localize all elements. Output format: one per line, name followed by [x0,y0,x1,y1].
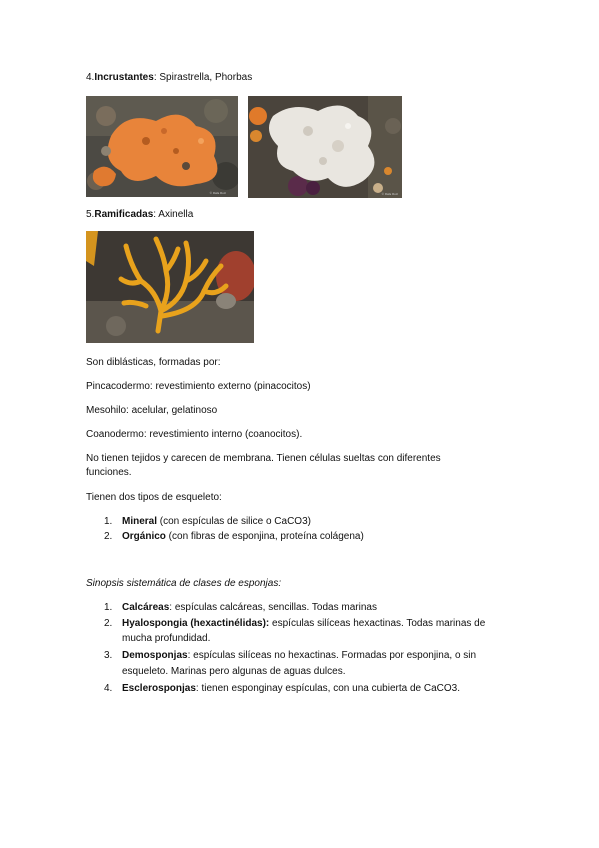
heading-label: Ramificadas [94,209,154,220]
sinopsis-title [86,577,281,590]
list-number: 2. [104,618,113,629]
list-item [104,682,460,695]
list-term: Esclerosponjas [122,683,196,694]
photo-credit: © Rafa Ruiz [381,192,398,196]
heading-label: Incrustantes [94,72,154,83]
list-number: 2. [104,531,113,542]
orange-encrusting-sponge-photo [86,96,238,197]
heading-incrustantes [86,71,252,84]
paragraph-diblasticas: Son diblásticas, formadas por: [86,357,221,368]
heading-number: 4. [86,72,95,83]
white-encrusting-sponge-photo [248,96,402,198]
list-text: : espículas silíceas no hexactinas. Formadas por esponjina, o sin [187,650,477,661]
list-number: 1. [104,516,113,527]
heading-number: 5. [86,209,95,220]
paragraph-coanodermo: Coanodermo: revestimiento interno (coanocitos). [86,429,303,440]
heading-ramificadas [86,208,193,221]
list-item [104,515,311,528]
paragraph-esqueleto: Tienen dos tipos de esqueleto: [86,492,222,503]
photo-credit: © Rafa Ruiz [209,191,226,195]
list-text: : espículas calcáreas, sencillas. Todas marinas [169,602,377,613]
list-text: (con fibras de esponjina, proteína colágena) [165,531,364,542]
list-item-continuation: esqueleto. Marinas pero algunas de aguas dulces. [122,666,346,677]
list-item [104,617,485,630]
list-term: Orgánico [122,531,166,542]
list-text: : tienen esponginay espículas, con una cubierta de CaCO3. [195,683,460,694]
heading-examples: : Axinella [153,209,194,220]
list-number: 3. [104,650,113,661]
list-term: Mineral [122,516,158,527]
axinella-branching-sponge-photo [86,231,254,343]
sinopsis-title-text: Sinopsis sistemática de clases de esponjas: [86,578,282,589]
list-term: Hyalospongia (hexactinélidas): [122,618,270,629]
list-item [104,601,377,614]
list-term: Calcáreas [122,602,170,613]
paragraph-mesohilo: Mesohilo: acelular, gelatinoso [86,405,218,416]
list-item [104,649,476,662]
paragraph-pinacodermo: Pincacodermo: revestimiento externo (pinacocitos) [86,381,311,392]
list-item [104,530,364,543]
list-term: Demosponjas [122,650,188,661]
paragraph-tejidos-line-2: funciones. [86,467,132,478]
list-text: (con espículas de silice o CaCO3) [157,516,311,527]
list-number: 4. [104,683,113,694]
list-number: 1. [104,602,113,613]
list-item-continuation: mucha profundidad. [122,633,211,644]
list-text: espículas silíceas hexactinas. Todas marinas de [269,618,486,629]
heading-examples: : Spirastrella, Phorbas [153,72,253,83]
paragraph-tejidos-line-1: No tienen tejidos y carecen de membrana. Tienen células sueltas con diferentes [86,453,441,464]
